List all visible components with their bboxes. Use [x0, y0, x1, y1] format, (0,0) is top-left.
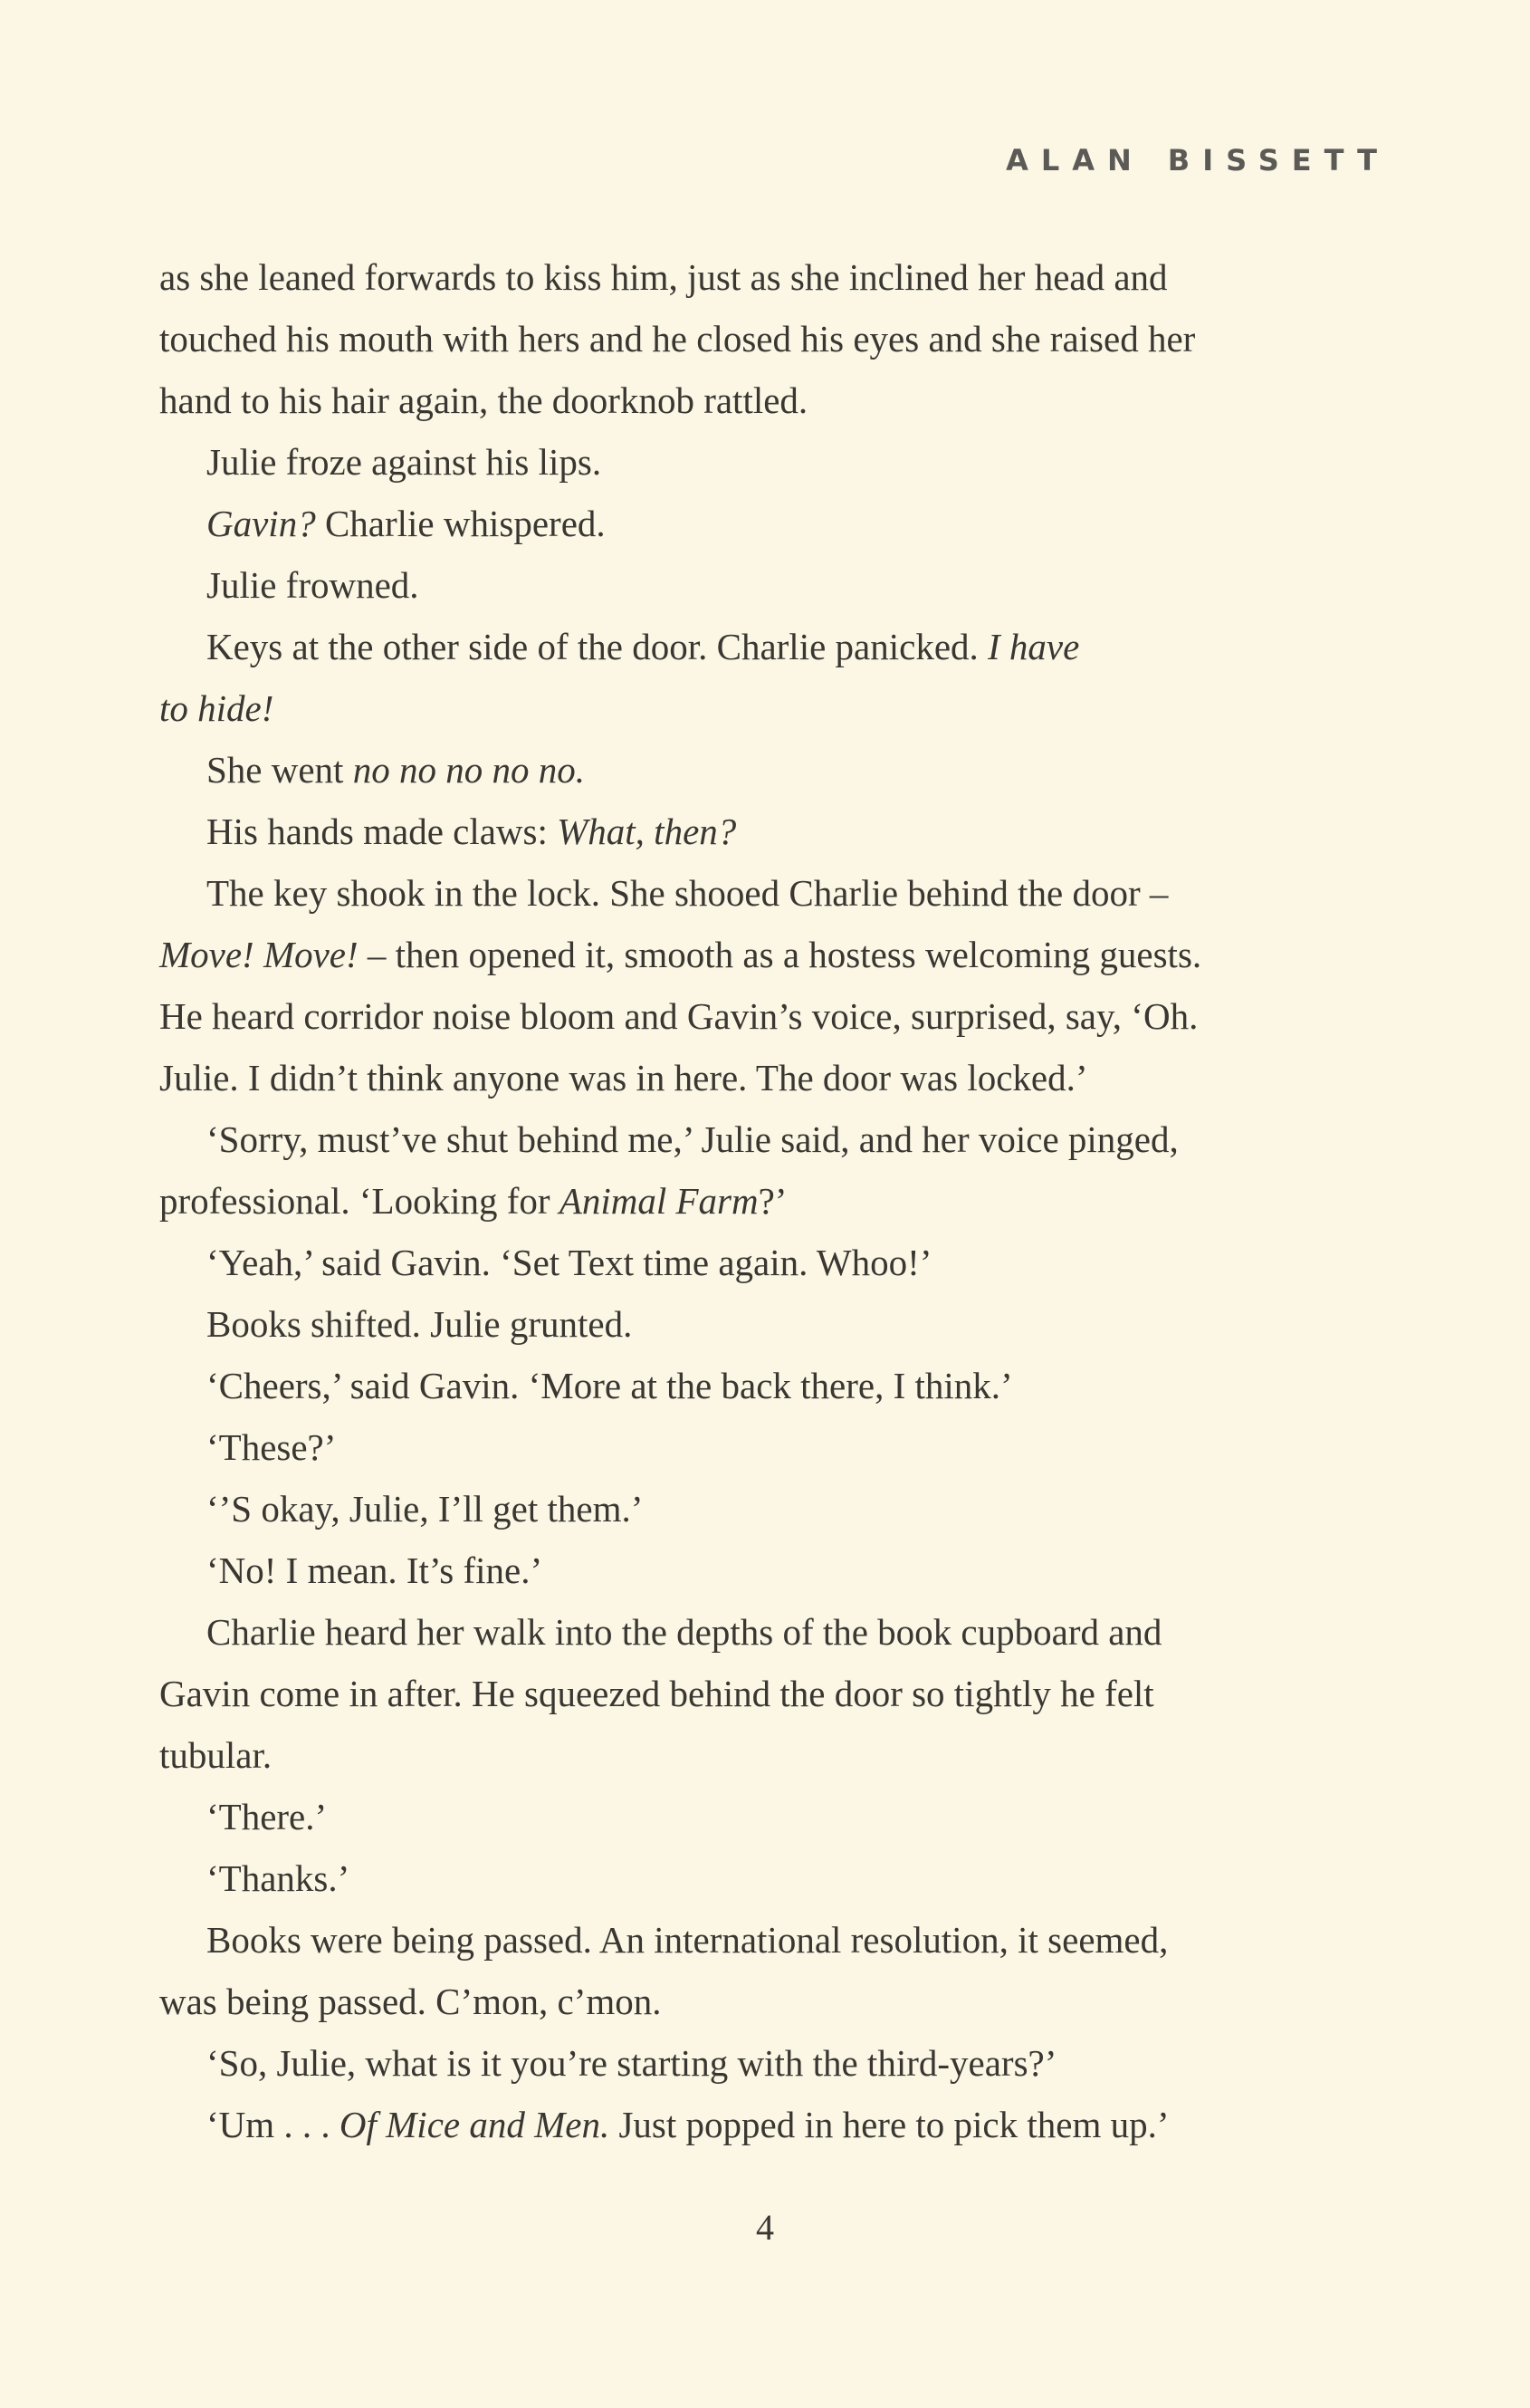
- text-line: [159, 801, 1391, 862]
- text-run: He heard corridor noise bloom and Gavin’s voice, surprised, say, ‘Oh.: [159, 995, 1199, 1037]
- text-line: [159, 1232, 1391, 1293]
- text-run: ‘Thanks.’: [206, 1857, 350, 1899]
- running-head: [1006, 143, 1390, 177]
- text-line: [159, 369, 1391, 431]
- text-line: [159, 1601, 1391, 1663]
- text-line: [159, 1724, 1391, 1786]
- text-run: ‘So, Julie, what is it you’re starting with the third-years?’: [206, 2042, 1057, 2084]
- text-line: [159, 493, 1391, 554]
- text-line: [159, 985, 1391, 1047]
- text-line: [159, 616, 1391, 677]
- text-line: [159, 924, 1391, 985]
- text-line: [159, 1170, 1391, 1232]
- text-run: ?’: [758, 1180, 788, 1222]
- text-run: ‘Um . . .: [206, 2104, 339, 2145]
- text-run: Charlie heard her walk into the depths of the book cupboard and: [206, 1611, 1162, 1653]
- italic-text: Animal Farm: [559, 1180, 759, 1222]
- author-last-name: BISSETT: [1167, 143, 1390, 177]
- italic-text: Of Mice and Men.: [339, 2104, 610, 2145]
- text-run: as she leaned forwards to kiss him, just as she inclined her head and: [159, 256, 1168, 298]
- text-run: Charlie whispered.: [315, 503, 606, 544]
- text-run: Julie. I didn’t think anyone was in here. The door was locked.’: [159, 1057, 1088, 1098]
- text-line: [159, 1108, 1391, 1170]
- text-run: ‘’S okay, Julie, I’ll get them.’: [206, 1488, 644, 1530]
- text-run: Books were being passed. An international resolution, it seemed,: [206, 1919, 1169, 1961]
- text-run: ‘Yeah,’ said Gavin. ‘Set Text time again. Whoo!’: [206, 1242, 932, 1283]
- text-run: hand to his hair again, the doorknob rattled.: [159, 379, 808, 421]
- text-run: Julie frowned.: [206, 564, 419, 606]
- text-line: [159, 246, 1391, 308]
- text-line: [159, 2094, 1391, 2155]
- page-number: 4: [756, 2207, 774, 2248]
- italic-text: to hide!: [159, 687, 274, 729]
- text-line: [159, 1909, 1391, 1971]
- text-run: Just popped in here to pick them up.’: [609, 2104, 1170, 2145]
- italic-text: I have: [988, 626, 1080, 667]
- text-run: – then opened it, smooth as a hostess welcoming guests.: [358, 934, 1202, 975]
- text-line: [159, 1293, 1391, 1355]
- italic-text: no no no no no.: [352, 749, 585, 791]
- text-run: tubular.: [159, 1734, 273, 1776]
- text-line: [159, 1355, 1391, 1416]
- italic-text: Move! Move!: [159, 934, 359, 975]
- text-run: Julie froze against his lips.: [206, 441, 602, 483]
- text-line: [159, 862, 1391, 924]
- text-run: ‘Cheers,’ said Gavin. ‘More at the back there, I think.’: [206, 1365, 1013, 1406]
- italic-text: What, then?: [557, 811, 737, 852]
- text-run: professional. ‘Looking for: [159, 1180, 559, 1222]
- text-line: [159, 1047, 1391, 1108]
- text-run: Books shifted. Julie grunted.: [206, 1303, 633, 1345]
- text-run: ‘No! I mean. It’s fine.’: [206, 1549, 543, 1591]
- text-run: touched his mouth with hers and he closed his eyes and she raised her: [159, 318, 1196, 360]
- text-line: [159, 1416, 1391, 1478]
- text-run: Keys at the other side of the door. Charlie panicked.: [206, 626, 989, 667]
- text-line: [159, 677, 1391, 739]
- text-line: [159, 1540, 1391, 1601]
- text-run: The key shook in the lock. She shooed Charlie behind the door –: [206, 872, 1169, 914]
- text-line: [159, 1663, 1391, 1724]
- text-run: His hands made claws:: [206, 811, 558, 852]
- text-run: ‘These?’: [206, 1426, 337, 1468]
- text-line: [159, 431, 1391, 493]
- text-line: [159, 1971, 1391, 2032]
- text-line: [159, 308, 1391, 369]
- text-line: [159, 1786, 1391, 1847]
- text-line: [159, 2032, 1391, 2094]
- text-line: [159, 1478, 1391, 1540]
- text-line: [159, 739, 1391, 801]
- text-line: [159, 554, 1391, 616]
- author-first-name: ALAN: [1006, 143, 1144, 177]
- text-run: was being passed. C’mon, c’mon.: [159, 1981, 662, 2022]
- text-run: Gavin come in after. He squeezed behind the door so tightly he felt: [159, 1673, 1154, 1714]
- text-line: [159, 1847, 1391, 1909]
- italic-text: Gavin?: [206, 503, 316, 544]
- text-run: She went: [206, 749, 353, 791]
- text-run: ‘Sorry, must’ve shut behind me,’ Julie said, and her voice pinged,: [206, 1118, 1179, 1160]
- body-text: [159, 246, 1391, 2155]
- text-run: ‘There.’: [206, 1796, 328, 1837]
